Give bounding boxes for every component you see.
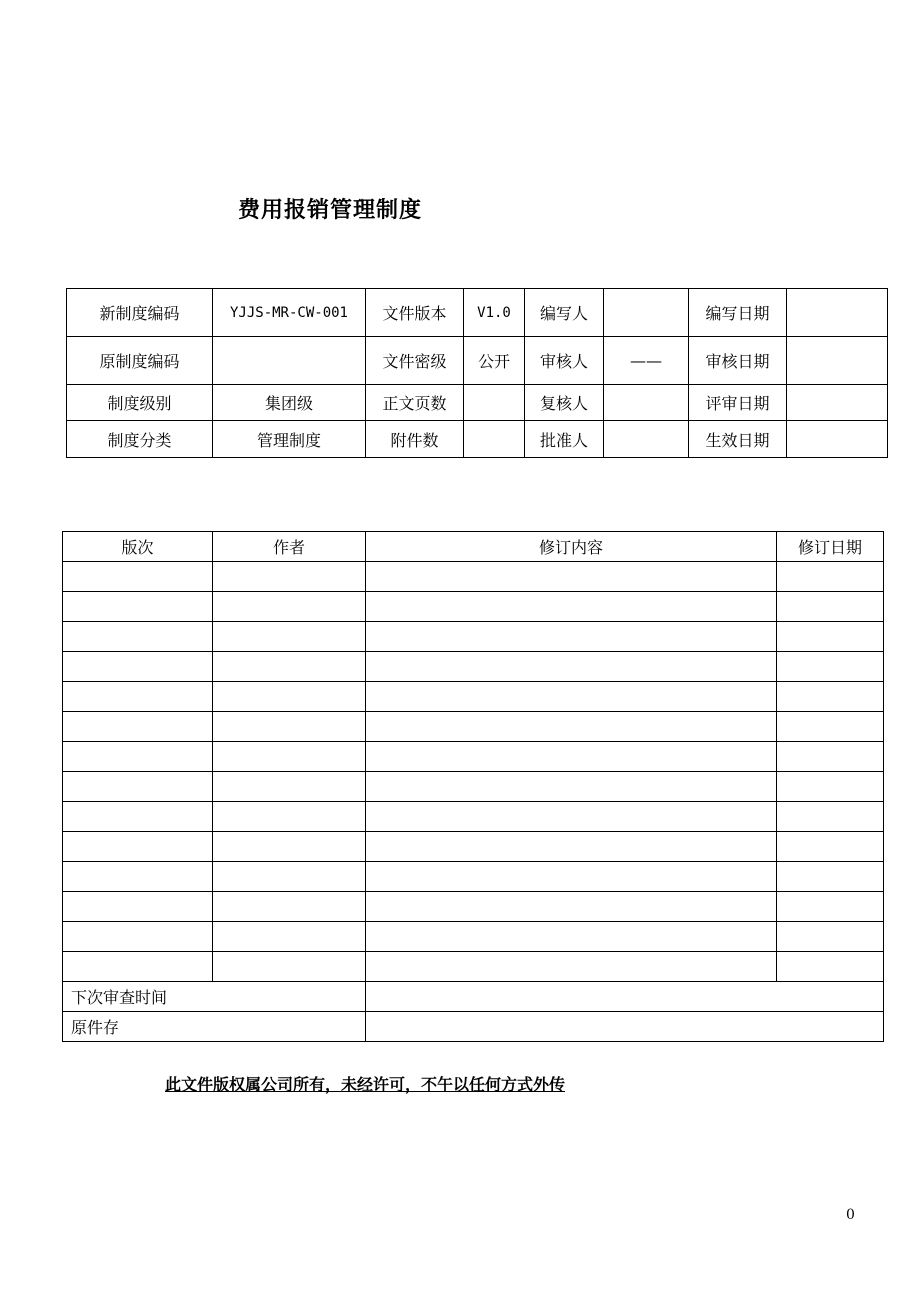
revision-row (63, 682, 884, 712)
page-count-value (464, 385, 525, 421)
next-review-label: 下次审查时间 (63, 982, 366, 1012)
rechecker-label: 复核人 (525, 385, 604, 421)
edition-cell (63, 952, 213, 982)
rechecker-value (604, 385, 689, 421)
revision-history-table (62, 531, 884, 1042)
content-cell (366, 862, 777, 892)
edition-cell (63, 862, 213, 892)
content-cell (366, 682, 777, 712)
original-storage-label: 原件存 (63, 1012, 366, 1042)
author-cell (213, 652, 366, 682)
new-code-value: YJJS-MR-CW-001 (213, 289, 366, 337)
revision-row (63, 922, 884, 952)
edition-cell (63, 592, 213, 622)
revision-row (63, 862, 884, 892)
date-cell (777, 652, 884, 682)
author-cell (213, 832, 366, 862)
date-cell (777, 862, 884, 892)
revision-row (63, 652, 884, 682)
level-label: 制度级别 (67, 385, 213, 421)
content-cell (366, 652, 777, 682)
evaluation-date-label: 评审日期 (689, 385, 787, 421)
author-cell (213, 742, 366, 772)
info-row (67, 337, 888, 385)
attachment-count-label: 附件数 (366, 421, 464, 458)
date-cell (777, 952, 884, 982)
edition-cell (63, 892, 213, 922)
date-cell (777, 772, 884, 802)
level-value: 集团级 (213, 385, 366, 421)
document-title: 费用报销管理制度 (238, 198, 423, 223)
content-cell (366, 832, 777, 862)
revision-row (63, 832, 884, 862)
content-cell (366, 712, 777, 742)
approver-value (604, 421, 689, 458)
revision-row (63, 802, 884, 832)
header-revision-content: 修订内容 (366, 532, 777, 562)
content-cell (366, 742, 777, 772)
old-code-label: 原制度编码 (67, 337, 213, 385)
edition-cell (63, 562, 213, 592)
author-value (604, 289, 689, 337)
attachment-count-value (464, 421, 525, 458)
author-cell (213, 712, 366, 742)
secrecy-label: 文件密级 (366, 337, 464, 385)
reviewer-value: —— (604, 337, 689, 385)
edition-cell (63, 652, 213, 682)
date-cell (777, 712, 884, 742)
edition-cell (63, 922, 213, 952)
edition-cell (63, 742, 213, 772)
category-value: 管理制度 (213, 421, 366, 458)
date-cell (777, 592, 884, 622)
header-revision-date: 修订日期 (777, 532, 884, 562)
revision-row (63, 742, 884, 772)
info-row (67, 421, 888, 458)
date-cell (777, 682, 884, 712)
page-number: 0 (846, 1207, 855, 1223)
next-review-row (63, 982, 884, 1012)
author-cell (213, 922, 366, 952)
review-date-value (787, 337, 888, 385)
original-storage-row (63, 1012, 884, 1042)
approver-label: 批准人 (525, 421, 604, 458)
revision-row (63, 712, 884, 742)
revision-row (63, 952, 884, 982)
date-cell (777, 922, 884, 952)
copyright-notice: 此文件版权属公司所有，未经许可，不午以任何方式外传 (165, 1075, 566, 1094)
author-cell (213, 802, 366, 832)
old-code-value (213, 337, 366, 385)
content-cell (366, 592, 777, 622)
date-cell (777, 892, 884, 922)
author-cell (213, 772, 366, 802)
content-cell (366, 922, 777, 952)
edition-cell (63, 682, 213, 712)
info-row (67, 385, 888, 421)
author-cell (213, 562, 366, 592)
header-edition: 版次 (63, 532, 213, 562)
version-label: 文件版本 (366, 289, 464, 337)
edition-cell (63, 802, 213, 832)
author-cell (213, 892, 366, 922)
revision-row (63, 892, 884, 922)
edition-cell (63, 712, 213, 742)
effective-date-label: 生效日期 (689, 421, 787, 458)
page-count-label: 正文页数 (366, 385, 464, 421)
date-cell (777, 832, 884, 862)
date-cell (777, 622, 884, 652)
content-cell (366, 772, 777, 802)
reviewer-label: 审核人 (525, 337, 604, 385)
revision-header-row (63, 532, 884, 562)
edition-cell (63, 832, 213, 862)
date-cell (777, 562, 884, 592)
author-cell (213, 862, 366, 892)
content-cell (366, 892, 777, 922)
original-storage-value (366, 1012, 884, 1042)
author-cell (213, 592, 366, 622)
content-cell (366, 952, 777, 982)
content-cell (366, 802, 777, 832)
review-date-label: 审核日期 (689, 337, 787, 385)
effective-date-value (787, 421, 888, 458)
document-info-table (66, 288, 888, 458)
version-value: V1.0 (464, 289, 525, 337)
content-cell (366, 622, 777, 652)
edition-cell (63, 772, 213, 802)
author-cell (213, 622, 366, 652)
info-row (67, 289, 888, 337)
revision-row (63, 592, 884, 622)
revision-row (63, 622, 884, 652)
content-cell (366, 562, 777, 592)
author-label: 编写人 (525, 289, 604, 337)
header-author: 作者 (213, 532, 366, 562)
date-cell (777, 742, 884, 772)
author-cell (213, 952, 366, 982)
evaluation-date-value (787, 385, 888, 421)
write-date-value (787, 289, 888, 337)
date-cell (777, 802, 884, 832)
revision-row (63, 562, 884, 592)
edition-cell (63, 622, 213, 652)
revision-row (63, 772, 884, 802)
new-code-label: 新制度编码 (67, 289, 213, 337)
category-label: 制度分类 (67, 421, 213, 458)
secrecy-value: 公开 (464, 337, 525, 385)
author-cell (213, 682, 366, 712)
next-review-value (366, 982, 884, 1012)
write-date-label: 编写日期 (689, 289, 787, 337)
